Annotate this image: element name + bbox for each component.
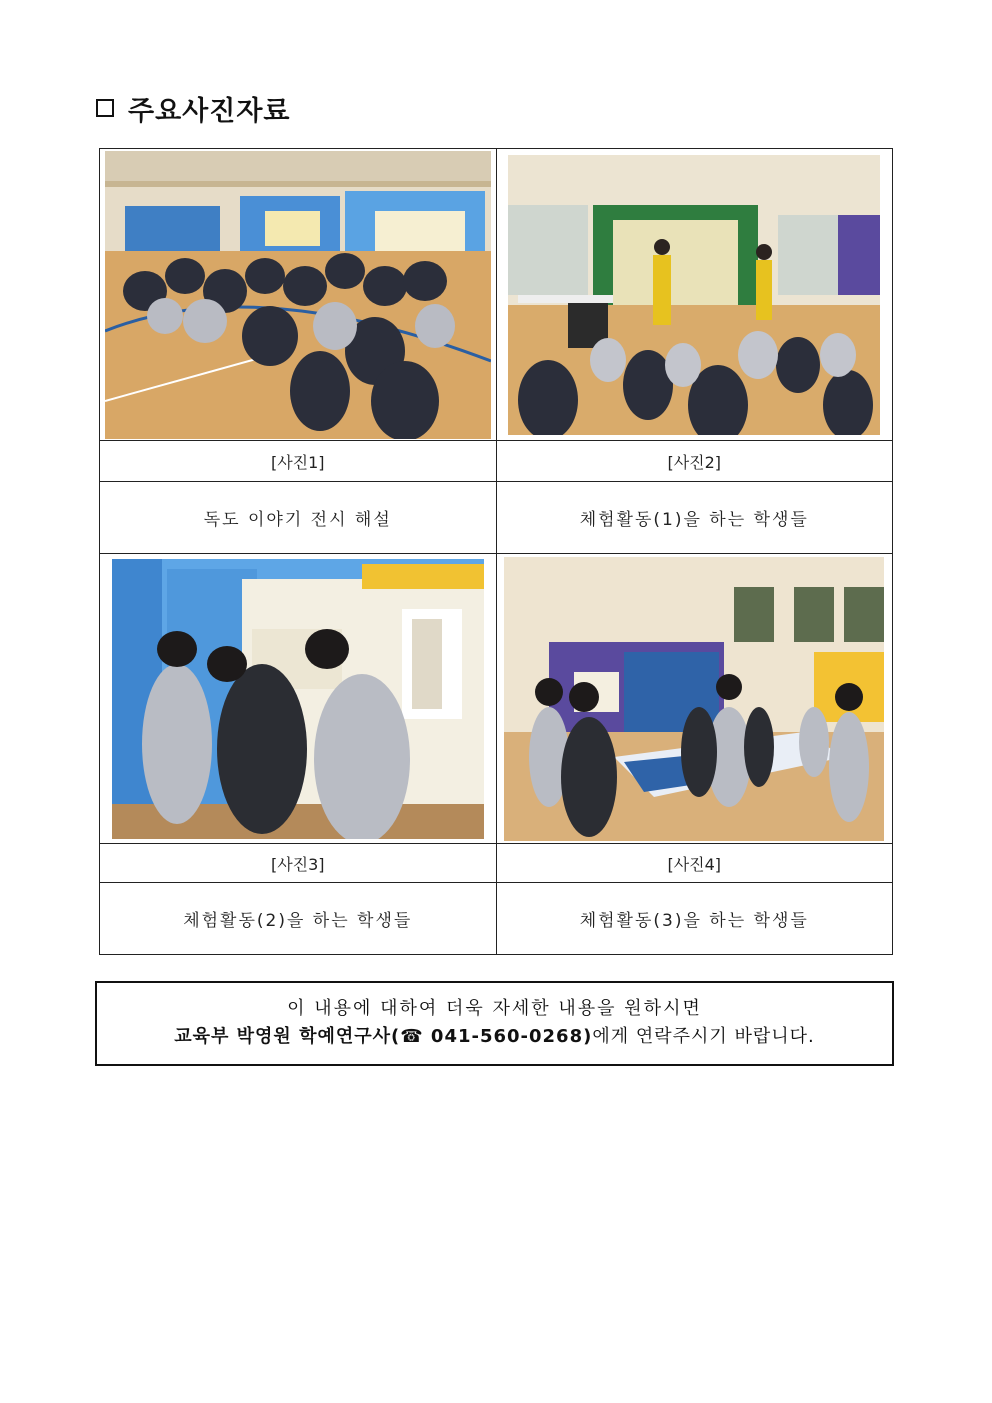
photo-label-3: [사진3] xyxy=(100,844,497,883)
contact-line-1: 이 내용에 대하여 더욱 자세한 내용을 원하시면 xyxy=(287,998,702,1019)
photo-table xyxy=(99,148,893,955)
photo-1-exhibit-tour xyxy=(105,151,491,439)
photo-label-4: [사진4] xyxy=(496,844,893,883)
contact-box xyxy=(95,981,894,1066)
photo-cell-3 xyxy=(100,554,497,844)
photo-caption-2: 체험활동(1)을 하는 학생들 xyxy=(496,482,893,554)
photo-label-1: [사진1] xyxy=(100,441,497,482)
photo-cell-2 xyxy=(496,149,893,441)
contact-tail: 에게 연락주시기 바랍니다. xyxy=(592,1026,815,1047)
section-heading xyxy=(96,88,291,128)
photo-caption-4: 체험활동(3)을 하는 학생들 xyxy=(496,883,893,955)
contact-person: 교육부 박영원 학예연구사(☎ 041-560-0268) xyxy=(174,1026,593,1047)
photo-2-activity xyxy=(508,155,880,435)
contact-line-2 xyxy=(97,1023,892,1051)
checkbox-square-icon xyxy=(96,99,114,117)
photo-label-2: [사진2] xyxy=(496,441,893,482)
photo-4-activity xyxy=(504,557,884,841)
photo-cell-1 xyxy=(100,149,497,441)
photo-caption-1: 독도 이야기 전시 해설 xyxy=(100,482,497,554)
photo-cell-4 xyxy=(496,554,893,844)
photo-caption-3: 체험활동(2)을 하는 학생들 xyxy=(100,883,497,955)
photo-3-activity xyxy=(112,559,484,839)
section-title: 주요사진자료 xyxy=(128,95,291,127)
